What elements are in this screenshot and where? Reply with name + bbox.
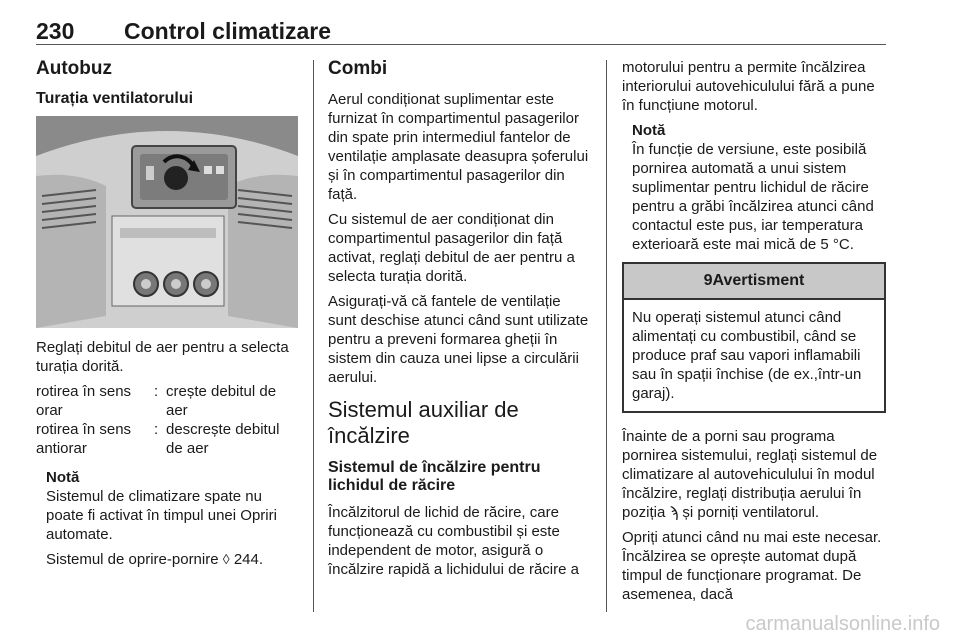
- rotation-definitions: [36, 382, 298, 458]
- definition-term: rotirea în sens orar: [36, 383, 132, 419]
- definition-colon: :: [154, 383, 159, 400]
- definition-term: rotirea în sens antiorar: [36, 421, 132, 457]
- note-block: [46, 468, 298, 569]
- note-title: Notă: [632, 122, 666, 139]
- paragraph-text: și porniți ventilatorul.: [682, 504, 820, 521]
- paragraph: [622, 427, 886, 522]
- warning-title: Avertisment: [712, 272, 805, 289]
- watermark: carmanualsonline.info: [745, 613, 940, 635]
- paragraph: Opriți atunci când nu mai este necesar. Încălzirea se oprește automat după timpul de funcționare programat. De asemenea, dacă: [622, 529, 882, 603]
- column-divider-2: [606, 60, 607, 612]
- reference-text: Sistemul de oprire-pornire: [46, 551, 219, 568]
- photo-caption: Reglați debitul de aer pentru a selecta turația dorită.: [36, 339, 289, 375]
- column-2: [328, 58, 590, 585]
- note-text: În funcție de versiune, este posibilă pornirea automată a unui sistem suplimentar pentru lichidul de răcire pentru a grăbi încălzirea atunci când contactul este pus, iar temperatura exterioară este mai mică de 5 °C.: [632, 141, 874, 253]
- chapter-title: Control climatizare: [124, 18, 332, 44]
- air-distribution-icon: ϡ: [669, 504, 679, 521]
- reference-page[interactable]: 244.: [233, 551, 264, 568]
- paragraph: Asigurați-vă că fantele de ventilație sunt deschise atunci când sunt utilizate pentru a preveni formarea gheții în sistem din cauza unei lipse a circulării aerului.: [328, 293, 589, 386]
- dashboard-illustration: [36, 116, 298, 328]
- page-number: 230: [36, 18, 75, 44]
- warning-text: Nu operați sistemul atunci când alimentați cu combustibil, când se produce praf sau vapori inflamabili sau în spații închise (de ex.,într-un garaj).: [632, 309, 862, 402]
- warning-triangle-icon: 9: [703, 272, 713, 289]
- cross-reference[interactable]: [46, 550, 298, 569]
- subsection-title-coolant-heater: Sistemul de încălzire pentru lichidul de răcire: [328, 459, 541, 494]
- note-title: Notă: [46, 469, 80, 486]
- definition-row: [36, 420, 298, 458]
- definition-text: descrește debitul de aer: [166, 421, 280, 457]
- definition-colon: :: [154, 421, 159, 438]
- paragraph: Cu sistemul de aer condiționat din compartimentul pasagerilor din față activat, reglați debitul de aer pentru a selecta turația dorită.: [328, 211, 575, 285]
- paragraph: Încălzitorul de lichid de răcire, care funcționează cu combustibil și este independent de motor, asigură o încălzire rapidă a lichidului de răcire a: [328, 504, 579, 578]
- paragraph-text: Înainte de a porni sau programa pornirea sistemului, reglați sistemul de climatizare al autovehiculului în modul încălzire, reglați distribuția aerului în poziția: [622, 428, 878, 521]
- paragraph: motorului pentru a permite încălzirea interiorului autovehiculului fără a pune în funcțiune motorul.: [622, 59, 875, 114]
- fan-control-dashboard-photo: [36, 116, 298, 328]
- warning-header: [624, 264, 884, 300]
- definition-text: crește debitul de aer: [166, 383, 277, 419]
- warning-box: [622, 262, 886, 413]
- note-block: [632, 121, 886, 254]
- section-title-combi: Combi: [328, 58, 388, 79]
- page-reference-icon: ◊: [222, 551, 230, 567]
- column-3: [622, 58, 886, 610]
- column-divider-1: [313, 60, 314, 612]
- note-text: Sistemul de climatizare spate nu poate fi activat în timpul unei Opriri automate.: [46, 488, 277, 543]
- section-title-autobuz: Autobuz: [36, 58, 112, 79]
- subsection-title-fan-speed: Turația ventilatorului: [36, 90, 194, 107]
- page-header: [36, 8, 886, 45]
- paragraph: Aerul condiționat suplimentar este furnizat în compartimentul pasagerilor din spate prin intermediul fantelor de ventilație amplasate deasupra șoferului și în compartimentul pasagerilor din față.: [328, 91, 589, 203]
- section-title-auxiliary-heating: Sistemul auxiliar de încălzire: [328, 397, 519, 448]
- column-1: [36, 58, 298, 575]
- definition-row: [36, 382, 298, 420]
